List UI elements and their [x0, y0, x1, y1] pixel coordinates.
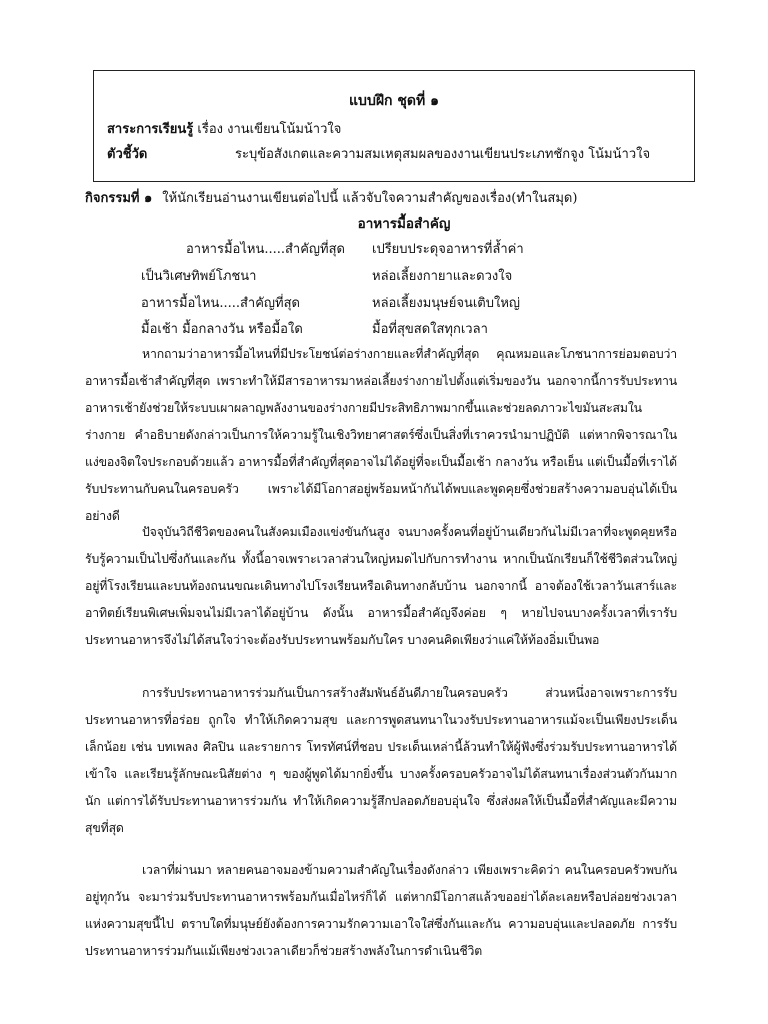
- poem-line-3-right: หล่อเลี้ยงมนุษย์จนเติบใหญ่: [372, 296, 520, 311]
- topic-row: [107, 118, 341, 139]
- indicator-row: [107, 143, 651, 164]
- poem-line-2-right: หล่อเลี้ยงกายาและดวงใจ: [372, 269, 513, 284]
- paragraph-2: ปัจจุบันวิถีชีวิตของคนในสังคมเมืองแข่งขันกันสูง จนบางครั้งคนที่อยู่บ้านเดียวกันไม่มีเวลาที่จะพูดคุยหรือรับรู้ความเป็นไปซึ่งกันและกัน ทั้งนี้อาจเพราะเวลาส่วนใหญ่หมดไปกับการทำงาน หากเป็นนักเรียนก็ใช้ชีวิตส่วนใหญ่อยู่ที่โรงเรียนและบนท้องถนนขณะเดินทางไปโรงเรียนหรือเดินทางกลับบ้าน นอกจากนี้ อาจต้องใช้เวลาวันเสาร์และอาทิตย์เรียนพิเศษเพิ่มจนไม่มีเวลาได้อยู่บ้าน ดังนั้น อาหารมื้อสำคัญจึงค่อย ๆ หายไปจนบางครั้งเวลาที่เรารับประทานอาหารจึงไม่ได้สนใจว่าจะต้องรับประทานพร้อมกับใคร บางคนคิดเพียงว่าแค่ให้ท้องอิ่มเป็นพอ: [85, 525, 677, 647]
- activity-text: ให้นักเรียนอ่านงานเขียนต่อไปนี้ แล้วจับใจความสำคัญของเรื่อง(ทำในสมุด): [162, 191, 578, 206]
- paragraph-4: เวลาที่ผ่านมา หลายคนอาจมองข้ามความสำคัญในเรื่องดังกล่าว เพียงเพราะคิดว่า คนในครอบครัวพบกันอยู่ทุกวัน จะมาร่วมรับประทานอาหารพร้อมกันเมื่อไหร่ก็ได้ แต่หากมีโอกาสแล้วขออย่าได้ละเลยหรือปล่อยช่วงเวลาแห่งความสุขนี้ไป ตราบใดที่มนุษย์ยังต้องการความรักความเอาใจใส่ซึ่งกันและกัน ความอบอุ่นและปลอดภัย การรับประทานอาหารร่วมกันแม้เพียงช่วงเวลาเดียวก็ช่วยสร้างพลังในการดำเนินชีวิต: [85, 863, 677, 958]
- topic-label: สาระการเรียนรู้: [107, 122, 194, 137]
- poem-line-4-left: มื้อเช้า มื้อกลางวัน หรือมื้อใด: [141, 322, 303, 337]
- paragraph-3: การรับประทานอาหารร่วมกันเป็นการสร้างสัมพันธ์อันดีภายในครอบครัว ส่วนหนึ่งอาจเพราะการรับประทานอาหารที่อร่อย ถูกใจ ทำให้เกิดความสุข และการพูดสนทนาในวงรับประทานอาหารแม้จะเป็นเพียงประเด็นเล็กน้อย เช่น บทเพลง ศิลปิน และรายการ โทรทัศน์ที่ชอบ ประเด็นเหล่านี้ล้วนทำให้ผู้ฟังซึ่งร่วมรับประทานอาหารได้เข้าใจ และเรียนรู้ลักษณะนิสัยต่าง ๆ ของผู้พูดได้มากยิ่งขึ้น บางครั้งครอบครัวอาจไม่ได้สนทนาเรื่องส่วนตัวกันมากนัก แต่การได้รับประทานอาหารร่วมกัน ทำให้เกิดความรู้สึกปลอดภัยอบอุ่นใจ ซึ่งส่งผลให้เป็นมื้อที่สำคัญและมีความสุขที่สุด: [85, 686, 677, 835]
- worksheet-header-box: [93, 70, 695, 182]
- poem-line-3-left: อาหารมื้อไหน.....สำคัญที่สุด: [141, 296, 300, 311]
- indicator-value: ระบุข้อสังเกตและความสมเหตุสมผลของงานเขียนประเภทชักจูง โน้มน้าวใจ: [235, 147, 651, 162]
- poem-line-2-left: เป็นวิเศษทิพย์โภชนา: [141, 269, 257, 284]
- worksheet-title: แบบฝึก ชุดที่ ๑: [349, 93, 439, 109]
- indicator-label: ตัวชี้วัด: [107, 147, 148, 162]
- poem-line-1-left: อาหารมื้อไหน.....สำคัญที่สุด: [186, 242, 345, 257]
- activity-instruction: [85, 187, 577, 208]
- poem-line-4-right: มื้อที่สุขสดใสทุกเวลา: [372, 322, 488, 337]
- activity-label: กิจกรรมที่ ๑: [85, 191, 153, 206]
- topic-value: เรื่อง งานเขียนโน้มน้าวใจ: [193, 122, 342, 137]
- poem-line-1-right: เปรียบประดุจอาหารที่ล้ำค่า: [372, 242, 524, 257]
- paragraph-1: หากถามว่าอาหารมื้อไหนที่มีประโยชน์ต่อร่างกายและที่สำคัญที่สุด คุณหมอและโภชนาการย่อมตอบว่าอาหารมื้อเช้าสำคัญที่สุด เพราะทำให้มีสารอาหารมาหล่อเลี้ยงร่างกายไปตั้งแต่เริ่มของวัน นอกจากนี้การรับประทานอาหารเช้ายังช่วยให้ระบบเผาผลาญพลังงานของร่างกายมีประสิทธิภาพมากขึ้นและช่วยลดภาวะไขมันสะสมในร่างกาย คำอธิบายดังกล่าวเป็นการให้ความรู้ในเชิงวิทยาศาสตร์ซึ่งเป็นสิ่งที่เราควรนำมาปฏิบัติ แต่หากพิจารณาในแง่ของจิตใจประกอบด้วยแล้ว อาหารมื้อที่สำคัญที่สุดอาจไม่ได้อยู่ที่จะเป็นมื้อเช้า กลางวัน หรือเย็น แต่เป็นมื้อที่เราได้รับประทานกับคนในครอบครัว เพราะได้มีโอกาสอยู่พร้อมหน้ากันได้พบและพูดคุยซึ่งช่วยสร้างความอบอุ่นได้เป็นอย่างดี: [85, 347, 677, 523]
- story-title: อาหารมื้อสำคัญ: [357, 216, 451, 232]
